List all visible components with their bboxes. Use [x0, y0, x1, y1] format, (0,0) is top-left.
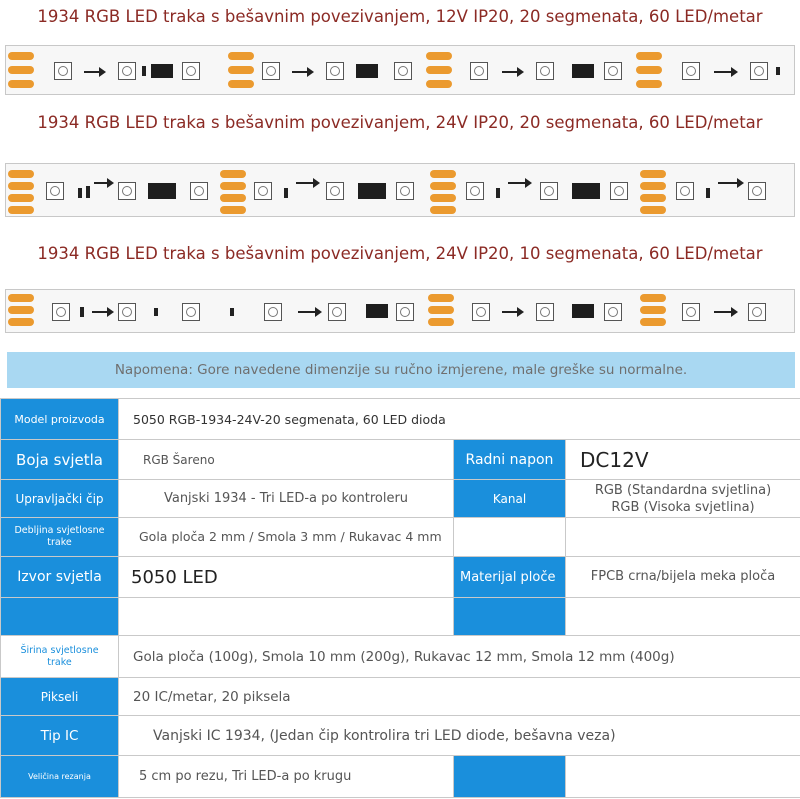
table-row	[1, 399, 800, 440]
voltage-value: DC12V	[566, 440, 800, 480]
channel-value-standard: RGB (Standardna svjetlina)	[594, 482, 772, 498]
cut-value: 5 cm po rezu, Tri LED-a po krugu	[119, 756, 454, 798]
channel-label: Kanal	[454, 480, 566, 518]
empty-label-cell	[454, 756, 566, 798]
thickness-value: Gola ploča 2 mm / Smola 3 mm / Rukavac 4 mm	[119, 518, 454, 557]
width-label: Širina svjetlosne trake	[1, 636, 119, 678]
color-label: Boja svjetla	[1, 440, 119, 480]
source-value: 5050 LED	[119, 557, 454, 598]
led-strip-diagram-24v-10seg	[5, 289, 795, 333]
material-label: Materijal ploče	[454, 557, 566, 598]
empty-label-cell	[454, 598, 566, 636]
empty-label-cell	[1, 598, 119, 636]
model-label: Model proizvoda	[1, 399, 119, 440]
thickness-label: Debljina svjetlosne trake	[1, 518, 119, 557]
table-row	[1, 756, 800, 798]
strip-title-3: 1934 RGB LED traka s bešavnim povezivanjem, 24V IP20, 10 segmenata, 60 LED/metar	[37, 244, 763, 263]
table-row	[1, 678, 800, 716]
empty-cell	[566, 756, 800, 798]
empty-cell	[454, 518, 566, 557]
cut-label: Veličina rezanja	[1, 756, 119, 798]
chip-label: Upravljački čip	[1, 480, 119, 518]
spec-table	[0, 398, 800, 798]
ic-label: Tip IC	[1, 716, 119, 756]
color-value: RGB Šareno	[119, 440, 454, 480]
led-strip-diagram-12v	[5, 45, 795, 95]
width-value: Gola ploča (100g), Smola 10 mm (200g), Rukavac 12 mm, Smola 12 mm (400g)	[119, 636, 800, 678]
table-row	[1, 440, 800, 480]
model-value: 5050 RGB-1934-24V-20 segmenata, 60 LED dioda	[119, 399, 800, 440]
material-value: FPCB crna/bijela meka ploča	[566, 557, 800, 598]
pixels-label: Pikseli	[1, 678, 119, 716]
pixels-value: 20 IC/metar, 20 piksela	[119, 678, 800, 716]
ic-value: Vanjski IC 1934, (Jedan čip kontrolira tri LED diode, bešavna veza)	[119, 716, 800, 756]
channel-value-high: RGB (Visoka svjetlina)	[611, 499, 755, 515]
table-row	[1, 636, 800, 678]
measurement-note: Napomena: Gore navedene dimenzije su ručno izmjerene, male greške su normalne.	[7, 352, 795, 388]
channel-value	[566, 480, 800, 518]
table-row	[1, 518, 800, 557]
strip-title-2: 1934 RGB LED traka s bešavnim povezivanjem, 24V IP20, 20 segmenata, 60 LED/metar	[37, 113, 763, 132]
table-row	[1, 598, 800, 636]
table-row	[1, 557, 800, 598]
source-label: Izvor svjetla	[1, 557, 119, 598]
table-row	[1, 480, 800, 518]
empty-cell	[566, 518, 800, 557]
voltage-label: Radni napon	[454, 440, 566, 480]
strip-title-1: 1934 RGB LED traka s bešavnim povezivanjem, 12V IP20, 20 segmenata, 60 LED/metar	[37, 7, 763, 26]
led-strip-diagram-24v-20seg	[5, 163, 795, 217]
empty-cell	[119, 598, 454, 636]
table-row	[1, 716, 800, 756]
empty-cell	[566, 598, 800, 636]
chip-value: Vanjski 1934 - Tri LED-a po kontroleru	[119, 480, 454, 518]
